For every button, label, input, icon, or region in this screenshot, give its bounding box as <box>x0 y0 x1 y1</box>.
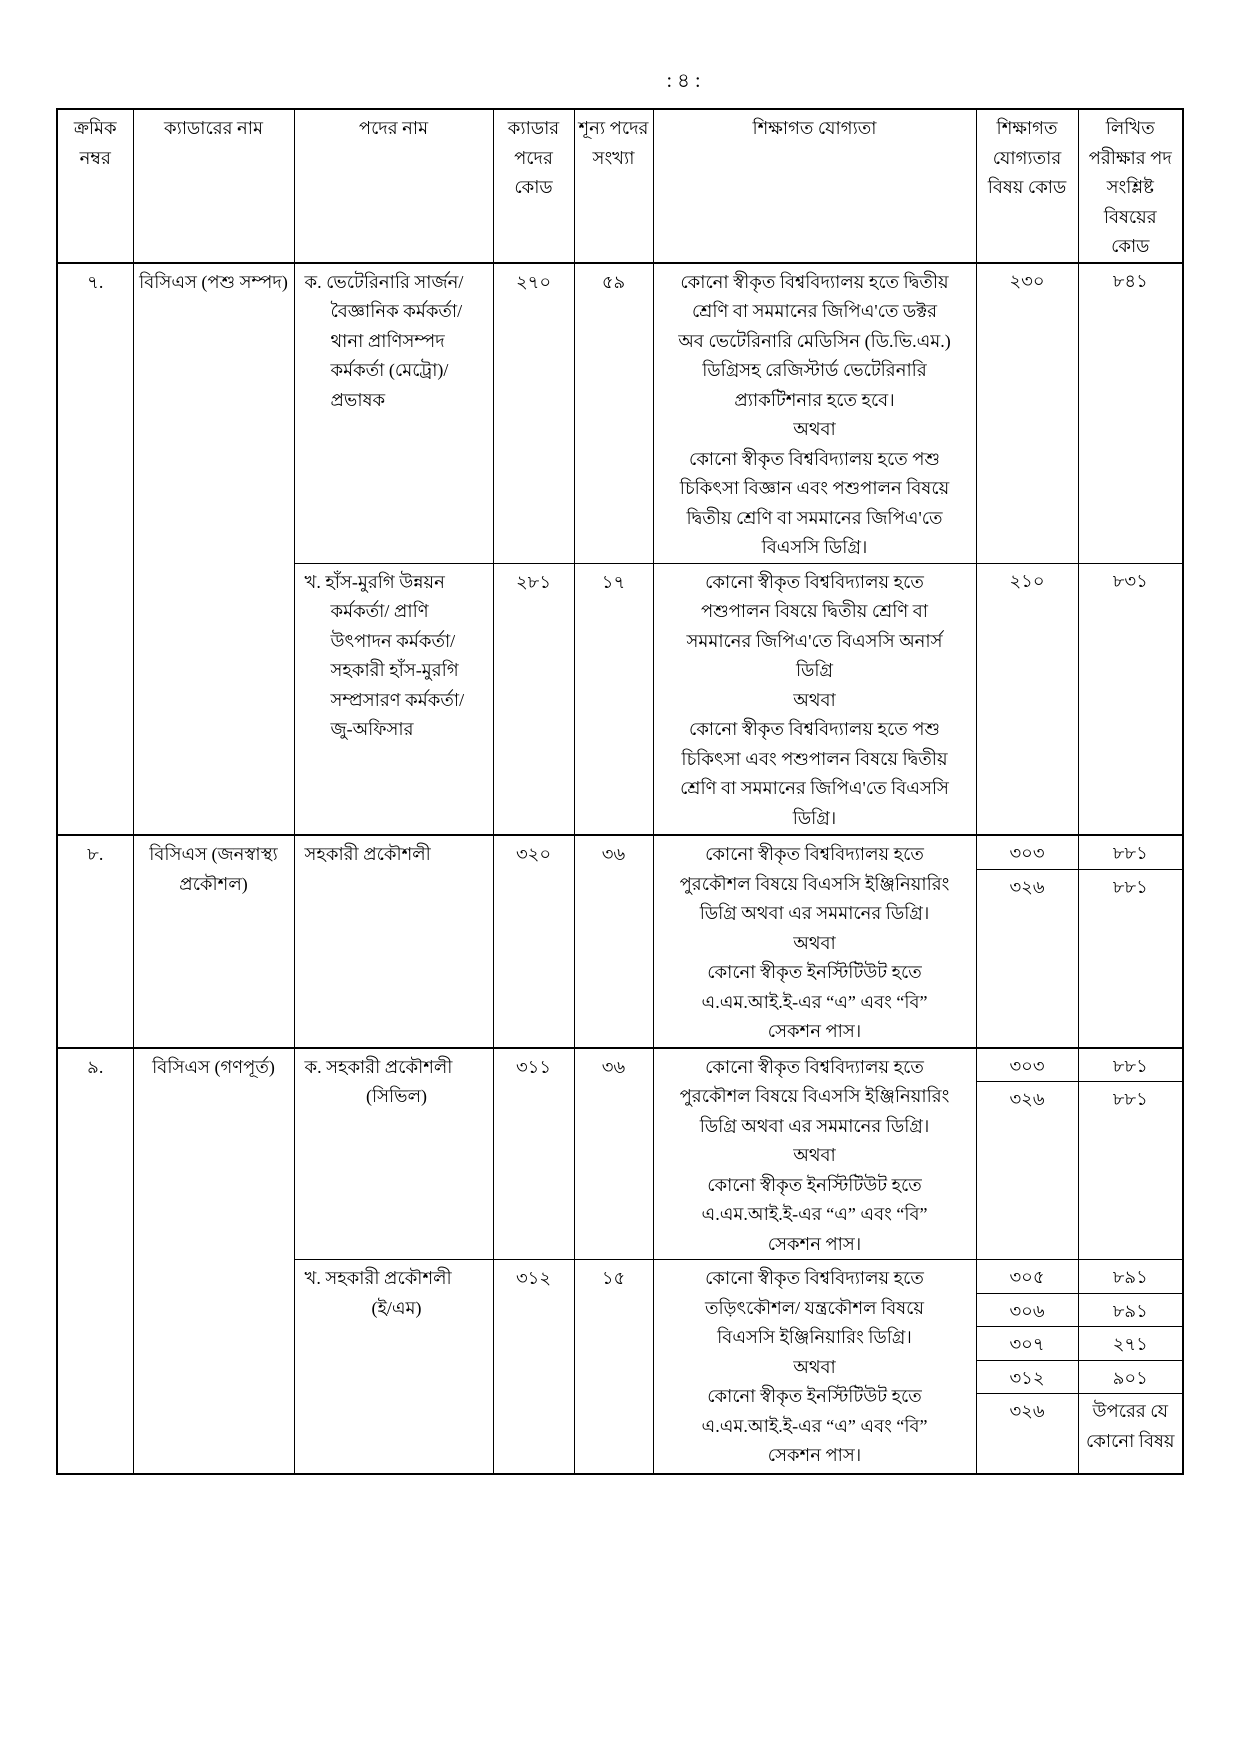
exam-code-cell <box>1078 563 1183 835</box>
qualification-line: শ্রেণি বা সমমানের জিপিএ'তে ডক্টর <box>691 301 937 321</box>
post-name-line: জু-অফিসার <box>330 719 414 739</box>
qualification-line: পুরকৌশল বিষয়ে বিএসসি ইঞ্জিনিয়ারিং <box>679 1086 950 1106</box>
exam-subject-code: উপরের যে কোনো বিষয় <box>1085 1401 1175 1451</box>
qualification-line: এ.এম.আই.ই-এর “এ” এবং “বি” <box>701 1415 928 1436</box>
qualification-line: ডিগ্রি অথবা এর সমমানের ডিগ্রি। <box>699 903 930 923</box>
qualification-line: অথবা <box>793 1356 836 1377</box>
header-serial: ক্রমিক নম্বর <box>57 109 133 263</box>
page-number: : ৪ : <box>666 70 701 92</box>
qualification-line: অথবা <box>793 1145 836 1165</box>
cadre-code-cell: ২৮১ <box>493 563 574 835</box>
qualification-line: অথবা <box>793 419 836 439</box>
qualification-line: কোনো স্বীকৃত বিশ্ববিদ্যালয় হতে পশু <box>689 448 940 469</box>
qualification-line: ডিগ্রি। <box>792 807 837 828</box>
qualification-line: সমমানের জিপিএ'তে বিএসসি অনার্স <box>686 630 943 651</box>
qualification-line: কোনো স্বীকৃত ইনস্টিটিউট হতে <box>707 1174 922 1195</box>
post-name-line: কর্মকর্তা (মেট্রো)/ <box>330 360 449 380</box>
qualification-line: কোনো স্বীকৃত ইনস্টিটিউট হতে <box>707 1386 922 1406</box>
subject-code: ৩০৬ <box>977 1294 1078 1328</box>
cadre-code-cell: ২৭০ <box>493 263 574 564</box>
serial-cell: ৯. <box>57 1048 133 1474</box>
subject-code-cell <box>976 1260 1078 1474</box>
post-name-line: (ই/এম) <box>371 1297 422 1318</box>
vacancy-cell: ১৭ <box>574 563 653 835</box>
table-row <box>57 263 1183 564</box>
qualification-cell <box>653 1048 976 1260</box>
qualification-line: চিকিৎসা বিজ্ঞান এবং পশুপালন বিষয়ে <box>679 478 950 498</box>
qualification-line: ডিগ্রি অথবা এর সমমানের ডিগ্রি। <box>699 1115 930 1136</box>
subject-code: ৩২৬ <box>1009 1401 1045 1421</box>
subject-code-cell <box>976 263 1078 564</box>
header-subject-code: শিক্ষাগত যোগ্যতার বিষয় কোড <box>976 109 1078 263</box>
qualification-line: অব ভেটেরিনারি মেডিসিন (ডি.ভি.এম.) <box>678 330 951 351</box>
exam-subject-code: ৮৮১ <box>1112 1089 1148 1109</box>
exam-code-cell <box>1078 835 1183 1048</box>
subject-code: ৩১২ <box>977 1361 1078 1395</box>
exam-code-cell <box>1078 1048 1183 1260</box>
exam-code-cell <box>1078 263 1183 564</box>
header-exam-code: লিখিত পরীক্ষার পদ সংশ্লিষ্ট বিষয়ের কোড <box>1078 109 1183 263</box>
qualification-line: কোনো স্বীকৃত ইনস্টিটিউট হতে <box>707 962 922 982</box>
post-name-cell <box>294 263 493 564</box>
table-header-row <box>57 109 1183 263</box>
qualification-cell <box>653 563 976 835</box>
exam-subject-code: ২৭১ <box>1079 1327 1183 1361</box>
post-name-line: (সিভিল) <box>365 1086 427 1106</box>
subject-code-cell <box>976 835 1078 1048</box>
subject-code: ২১০ <box>1009 570 1045 591</box>
subject-code: ২৩০ <box>1009 270 1045 291</box>
subject-code-cell <box>976 563 1078 835</box>
header-qualification: শিক্ষাগত যোগ্যতা <box>653 109 976 263</box>
header-cadre-code: ক্যাডার পদের কোড <box>493 109 574 263</box>
subject-code: ৩০৭ <box>977 1327 1078 1361</box>
post-name-line: খ. হাঁস-মুরগি উন্নয়ন <box>304 571 445 592</box>
qualification-line: ডিগ্রি <box>795 660 834 680</box>
subject-code-cell <box>976 1048 1078 1260</box>
post-name-line: খ. সহকারী প্রকৌশলী <box>304 1268 452 1288</box>
cadre-code-cell: ৩১২ <box>493 1260 574 1474</box>
exam-subject-code: ৮৮১ <box>1079 1049 1183 1083</box>
table-row <box>57 835 1183 1048</box>
vacancy-cell: ৫৯ <box>574 263 653 564</box>
qualification-line: চিকিৎসা এবং পশুপালন বিষয়ে দ্বিতীয় <box>681 748 948 769</box>
qualification-line: পুরকৌশল বিষয়ে বিএসসি ইঞ্জিনিয়ারিং <box>679 873 950 894</box>
qualification-line: প্র্যাকটিশনার হতে হবে। <box>734 389 895 410</box>
qualification-line: কোনো স্বীকৃত বিশ্ববিদ্যালয় হতে <box>705 571 924 592</box>
exam-subject-code: ৯০১ <box>1079 1361 1183 1395</box>
qualification-line: এ.এম.আই.ই-এর “এ” এবং “বি” <box>701 991 928 1012</box>
vacancy-cell: ৩৬ <box>574 835 653 1048</box>
qualification-line: কোনো স্বীকৃত বিশ্ববিদ্যালয় হতে <box>705 844 924 864</box>
subject-code: ৩২৬ <box>1009 876 1045 897</box>
qualification-line: বিএসসি ডিগ্রি। <box>761 537 868 557</box>
qualification-line: তড়িৎকৌশল/ যন্ত্রকৌশল বিষয়ে <box>705 1297 924 1318</box>
qualification-line: কোনো স্বীকৃত বিশ্ববিদ্যালয় হতে <box>705 1056 924 1077</box>
post-name-line: বৈজ্ঞানিক কর্মকর্তা/ <box>330 301 463 321</box>
subject-code: ৩০৫ <box>977 1260 1078 1294</box>
qualification-line: সেকশন পাস। <box>767 1233 862 1254</box>
header-cadre: ক্যাডারের নাম <box>133 109 294 263</box>
qualification-line: কোনো স্বীকৃত বিশ্ববিদ্যালয় হতে দ্বিতীয় <box>680 271 949 292</box>
vacancy-cell: ৩৬ <box>574 1048 653 1260</box>
post-name-cell <box>294 563 493 835</box>
post-name-line: ক. ভেটেরিনারি সার্জন/ <box>304 271 464 292</box>
qualification-line: কোনো স্বীকৃত বিশ্ববিদ্যালয় হতে <box>705 1268 924 1288</box>
qualification-line: অথবা <box>793 689 836 710</box>
post-name-line: কর্মকর্তা/ প্রাণি <box>330 601 429 621</box>
subject-code: ৩০৩ <box>977 836 1078 870</box>
qualification-line: পশুপালন বিষয়ে দ্বিতীয় শ্রেণি বা <box>700 601 928 621</box>
cadre-name-cell: বিসিএস (পশু সম্পদ) <box>133 263 294 836</box>
table-row <box>57 1048 1183 1260</box>
qualification-cell <box>653 1260 976 1474</box>
exam-subject-code: ৮৯১ <box>1079 1260 1183 1294</box>
post-name-line: ক. সহকারী প্রকৌশলী <box>304 1056 453 1077</box>
subject-code: ৩০৩ <box>977 1049 1078 1083</box>
serial-cell: ৮. <box>57 835 133 1048</box>
vacancy-cell: ১৫ <box>574 1260 653 1474</box>
qualification-line: কোনো স্বীকৃত বিশ্ববিদ্যালয় হতে পশু <box>689 719 940 739</box>
post-name-cell <box>294 1260 493 1474</box>
cadre-name-cell: বিসিএস (জনস্বাস্থ্য প্রকৌশল) <box>133 835 294 1048</box>
cadre-posts-table <box>56 108 1184 1475</box>
subject-code: ৩২৬ <box>1009 1089 1045 1109</box>
cadre-name-cell: বিসিএস (গণপূর্ত) <box>133 1048 294 1474</box>
qualification-line: সেকশন পাস। <box>767 1021 862 1041</box>
qualification-line: শ্রেণি বা সমমানের জিপিএ'তে বিএসসি <box>680 778 949 798</box>
exam-subject-code: ৮৯১ <box>1079 1294 1183 1328</box>
post-name-line: থানা প্রাণিসম্পদ <box>330 330 445 351</box>
qualification-line: দ্বিতীয় শ্রেণি বা সমমানের জিপিএ'তে <box>686 507 943 528</box>
exam-subject-code: ৮৩১ <box>1112 570 1148 591</box>
post-name-line: সহকারী হাঁস-মুরগি <box>330 660 459 680</box>
post-name-line: সম্প্রসারণ কর্মকর্তা/ <box>330 689 465 710</box>
qualification-line: ডিগ্রিসহ রেজিস্টার্ড ভেটেরিনারি <box>702 360 927 380</box>
post-name-cell <box>294 835 493 1048</box>
post-name-line: সহকারী প্রকৌশলী <box>304 844 431 864</box>
qualification-cell <box>653 835 976 1048</box>
qualification-line: এ.এম.আই.ই-এর “এ” এবং “বি” <box>701 1204 928 1224</box>
serial-cell: ৭. <box>57 263 133 836</box>
header-post: পদের নাম <box>294 109 493 263</box>
post-name-cell <box>294 1048 493 1260</box>
exam-code-cell <box>1078 1260 1183 1474</box>
qualification-line: সেকশন পাস। <box>767 1445 862 1465</box>
exam-subject-code: ৮৮১ <box>1112 876 1148 897</box>
post-name-line: প্রভাষক <box>330 389 386 410</box>
post-name-line: উৎপাদন কর্মকর্তা/ <box>330 630 456 651</box>
header-vacancy: শূন্য পদের সংখ্যা <box>574 109 653 263</box>
qualification-line: বিএসসি ইঞ্জিনিয়ারিং ডিগ্রি। <box>717 1327 912 1347</box>
qualification-line: অথবা <box>793 932 836 953</box>
exam-subject-code: ৮৮১ <box>1079 836 1183 870</box>
cadre-code-cell: ৩২০ <box>493 835 574 1048</box>
exam-subject-code: ৮৪১ <box>1112 270 1148 291</box>
cadre-code-cell: ৩১১ <box>493 1048 574 1260</box>
qualification-cell <box>653 263 976 564</box>
